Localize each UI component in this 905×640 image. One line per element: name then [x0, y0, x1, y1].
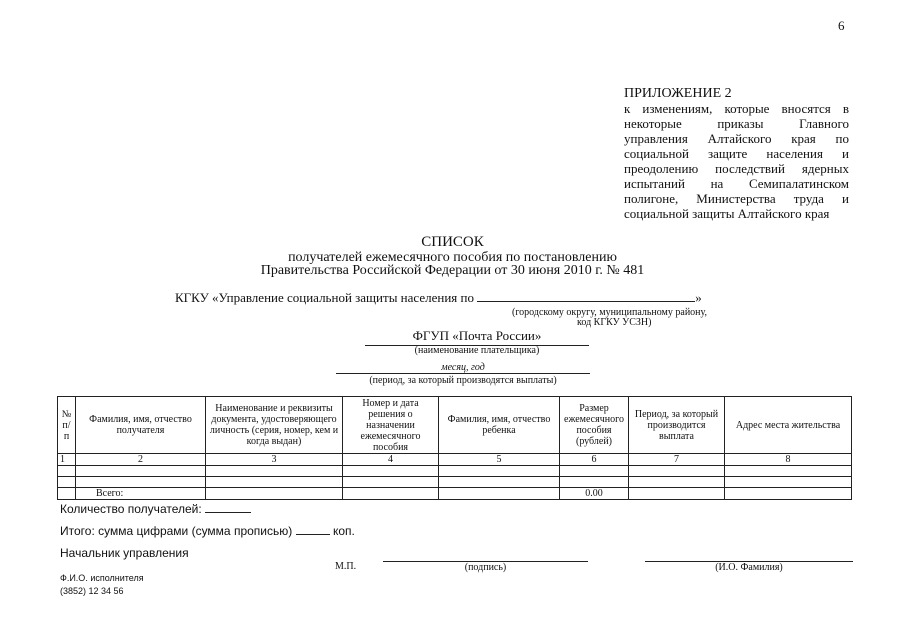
table-cell [206, 488, 343, 500]
page-number: 6 [838, 18, 845, 33]
signature-hint: (подпись) [464, 562, 507, 573]
table-cell[interactable] [439, 477, 560, 488]
header-period: Период, за который производится выплата [629, 397, 725, 454]
column-number: 7 [629, 454, 725, 466]
column-number: 6 [560, 454, 629, 466]
total-sum-label: Итого: сумма цифрами (сумма прописью) [60, 524, 293, 538]
table-cell[interactable] [76, 466, 206, 477]
table-cell [439, 488, 560, 500]
total-sum-line [60, 523, 355, 538]
table-cell[interactable] [343, 466, 439, 477]
organization-suffix: » [695, 290, 702, 305]
organization-hint-line2: код КГКУ УСЗН) [577, 317, 652, 328]
organization-line [175, 289, 702, 306]
list-subtitle-line2: Правительства Российской Федерации от 30 июня 2010 г. № 481 [260, 263, 645, 278]
table-cell [725, 488, 852, 500]
table-cell [58, 488, 76, 500]
period-value: месяц, год [336, 362, 590, 374]
header-id-document: Наименование и реквизиты документа, удостоверяющего личность (серия, номер, кем и когда выдан) [206, 397, 343, 454]
recipients-count-line [60, 501, 251, 516]
total-sum-field[interactable] [296, 523, 330, 535]
table-total-row [58, 488, 852, 500]
table-cell[interactable] [725, 477, 852, 488]
period-hint: (период, за который производятся выплаты) [369, 375, 557, 386]
header-decision: Номер и дата решения о назначении ежемесячного пособия [343, 397, 439, 454]
organization-hint-line1: (городскому округу, муниципальному району, [512, 307, 708, 318]
column-number: 4 [343, 454, 439, 466]
header-child-name: Фамилия, имя, отчество ребенка [439, 397, 560, 454]
executor-label: Ф.И.О. исполнителя [60, 573, 144, 583]
appendix-block [624, 86, 849, 221]
total-label: Всего: [76, 488, 206, 500]
name-hint: (И.О. Фамилия) [715, 562, 783, 573]
appendix-text: к изменениям, которые вносятся в некоторые приказы Главного управления Алтайского края по социальной защите населения и преодолению последствий ядерных испытаний на Семипалатинском полигоне, Министерства труда и социальной защиты Алтайского края [624, 101, 849, 221]
table-row [58, 466, 852, 477]
table-cell [629, 488, 725, 500]
column-number: 3 [206, 454, 343, 466]
payer-name: ФГУП «Почта России» [365, 328, 589, 346]
table-cell [343, 488, 439, 500]
table-row-numbers [58, 454, 852, 466]
header-address: Адрес места жительства [725, 397, 852, 454]
table-cell[interactable] [439, 466, 560, 477]
recipients-count-label: Количество получателей: [60, 502, 202, 516]
column-number: 2 [76, 454, 206, 466]
total-amount: 0.00 [560, 488, 629, 500]
table-cell[interactable] [76, 477, 206, 488]
header-amount: Размер ежемесячного пособия (рублей) [560, 397, 629, 454]
head-of-department-label: Начальник управления [60, 546, 189, 560]
table-header-row [58, 397, 852, 454]
organization-prefix: КГКУ «Управление социальной защиты населения по [175, 290, 474, 305]
column-number: 5 [439, 454, 560, 466]
table-cell[interactable] [206, 477, 343, 488]
table-cell[interactable] [343, 477, 439, 488]
table-cell[interactable] [206, 466, 343, 477]
header-index: № п/п [58, 397, 76, 454]
appendix-title: ПРИЛОЖЕНИЕ 2 [624, 86, 732, 101]
table-cell[interactable] [725, 466, 852, 477]
table-cell[interactable] [560, 466, 629, 477]
recipients-table [57, 396, 852, 500]
organization-blank-field[interactable] [477, 289, 695, 302]
table-cell[interactable] [629, 466, 725, 477]
table-cell[interactable] [58, 477, 76, 488]
table-row [58, 477, 852, 488]
stamp-place-label: М.П. [335, 561, 357, 572]
executor-phone: (3852) 12 34 56 [60, 586, 124, 596]
header-recipient-name: Фамилия, имя, отчество получателя [76, 397, 206, 454]
list-subtitle-line1: получателей ежемесячного пособия по постановлению [288, 250, 617, 265]
total-sum-unit: коп. [332, 524, 355, 538]
column-number: 1 [58, 454, 76, 466]
table-cell[interactable] [560, 477, 629, 488]
table-cell[interactable] [58, 466, 76, 477]
table-cell[interactable] [629, 477, 725, 488]
column-number: 8 [725, 454, 852, 466]
list-title: СПИСОК [421, 234, 484, 250]
payer-hint: (наименование плательщика) [414, 345, 540, 356]
recipients-count-field[interactable] [205, 501, 251, 513]
